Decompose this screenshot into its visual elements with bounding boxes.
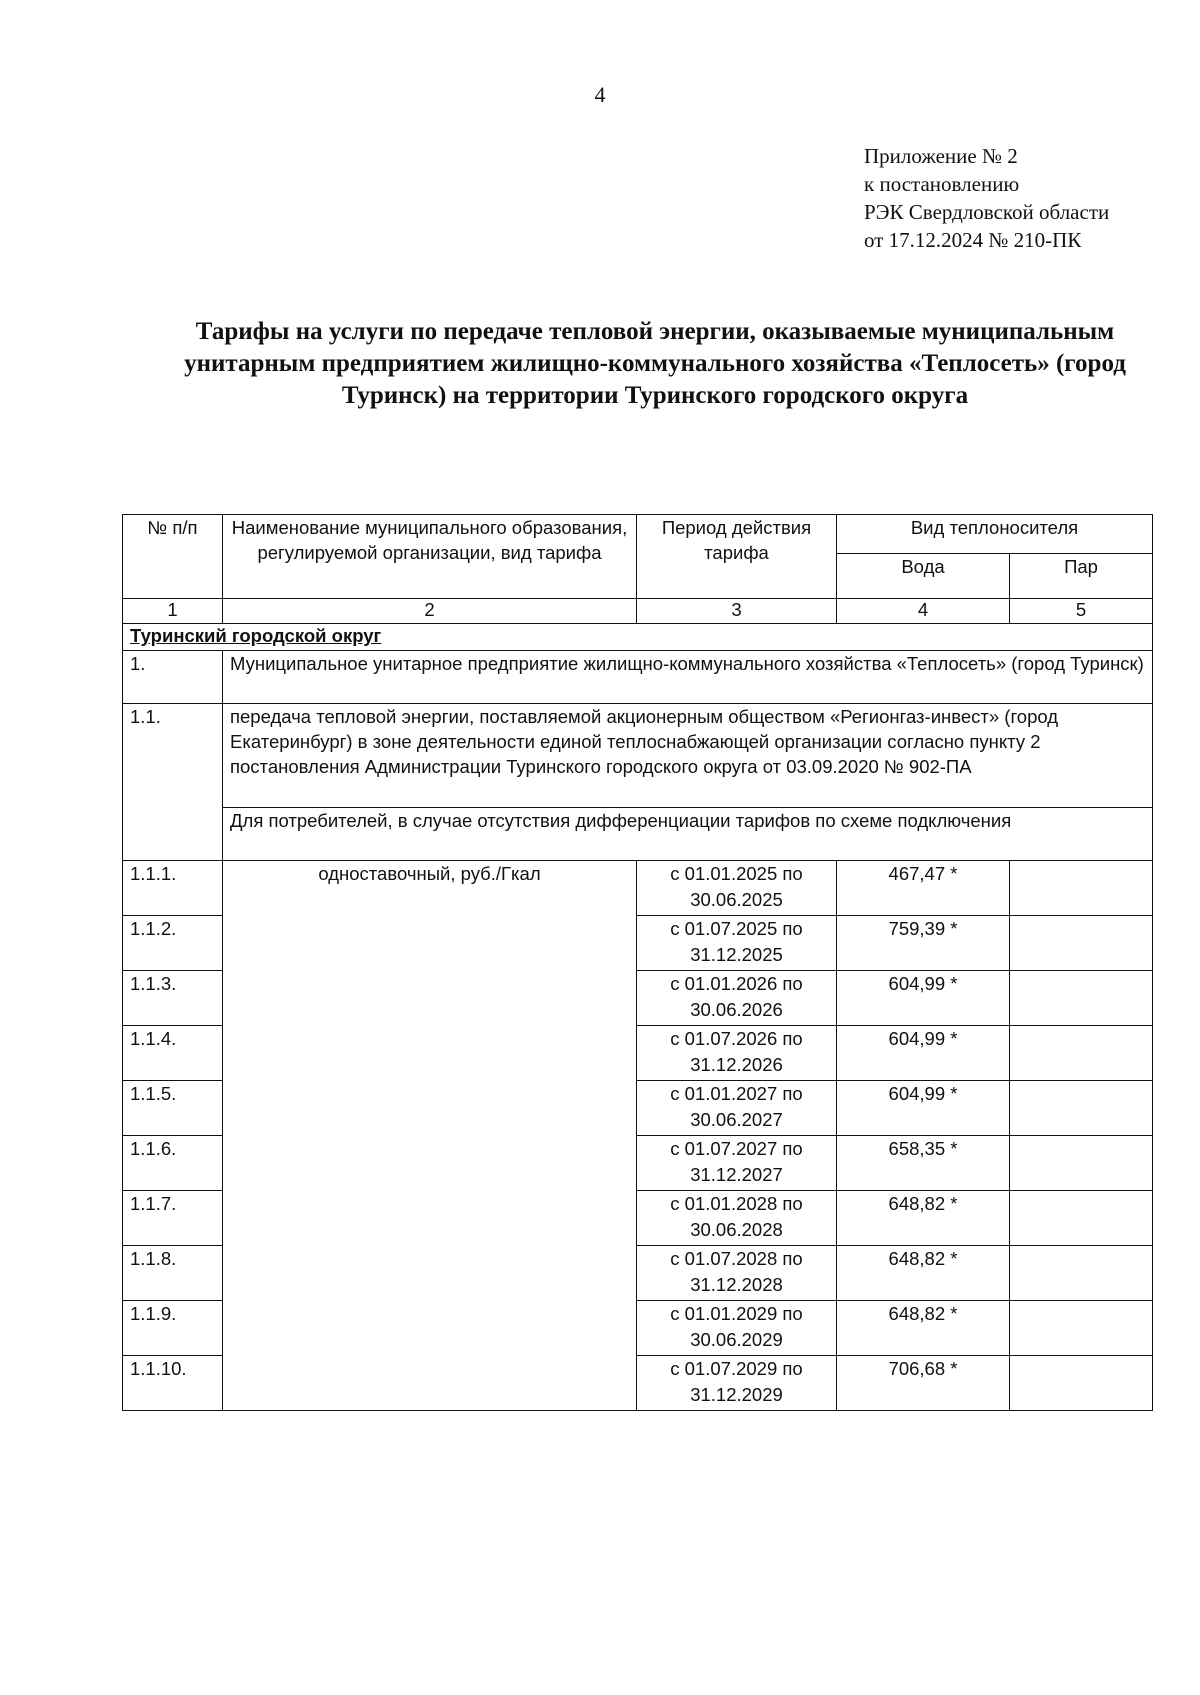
row-water-value: 648,82 * bbox=[837, 1301, 1010, 1356]
row-steam-value bbox=[1010, 861, 1153, 916]
appendix-line: к постановлению bbox=[864, 172, 1020, 196]
appendix-block bbox=[864, 142, 1109, 254]
row-period: с 01.01.2025 по 30.06.2025 bbox=[637, 861, 837, 916]
organization-name: Муниципальное унитарное предприятие жилищно-коммунального хозяйства «Теплосеть» (город Туринск) bbox=[223, 651, 1153, 704]
row-num: 1.1.9. bbox=[123, 1301, 223, 1356]
row-water-value: 467,47 * bbox=[837, 861, 1010, 916]
row-steam-value bbox=[1010, 1301, 1153, 1356]
row-water-value: 648,82 * bbox=[837, 1246, 1010, 1301]
row-steam-value bbox=[1010, 916, 1153, 971]
row-num: 1.1.7. bbox=[123, 1191, 223, 1246]
organization-row bbox=[123, 651, 1153, 704]
row-steam-value bbox=[1010, 1356, 1153, 1411]
tariff-name: одноставочный, руб./Гкал bbox=[223, 861, 637, 1411]
row-period: с 01.07.2028 по 31.12.2028 bbox=[637, 1246, 837, 1301]
row-steam-value bbox=[1010, 1026, 1153, 1081]
column-number: 1 bbox=[123, 599, 223, 624]
appendix-line: Приложение № 2 bbox=[864, 144, 1018, 168]
row-period: с 01.07.2029 по 31.12.2029 bbox=[637, 1356, 837, 1411]
row-period: с 01.07.2025 по 31.12.2025 bbox=[637, 916, 837, 971]
row-num: 1.1.2. bbox=[123, 916, 223, 971]
row-steam-value bbox=[1010, 971, 1153, 1026]
row-num: 1.1.10. bbox=[123, 1356, 223, 1411]
header-row bbox=[123, 515, 1153, 554]
page-number: 4 bbox=[594, 82, 606, 107]
region-cell bbox=[123, 624, 1153, 651]
header-carrier: Вид теплоносителя bbox=[837, 515, 1153, 554]
column-number: 2 bbox=[223, 599, 637, 624]
column-number: 5 bbox=[1010, 599, 1153, 624]
row-water-value: 706,68 * bbox=[837, 1356, 1010, 1411]
tariff-row bbox=[123, 861, 1153, 916]
row-num: 1.1.6. bbox=[123, 1136, 223, 1191]
row-period: с 01.01.2027 по 30.06.2027 bbox=[637, 1081, 837, 1136]
header-name: Наименование муниципального образования, регулируемой организации, вид тарифа bbox=[223, 515, 637, 599]
row-period: с 01.01.2028 по 30.06.2028 bbox=[637, 1191, 837, 1246]
row-steam-value bbox=[1010, 1246, 1153, 1301]
tariff-table bbox=[122, 514, 1153, 1411]
row-water-value: 604,99 * bbox=[837, 971, 1010, 1026]
row-water-value: 759,39 * bbox=[837, 916, 1010, 971]
column-number: 4 bbox=[837, 599, 1010, 624]
document-title: Тарифы на услуги по передаче тепловой энергии, оказываемые муниципальным унитарным предприятием жилищно-коммунального хозяйства «Теплосеть» (город Туринск) на территории Туринского городского округа bbox=[184, 318, 1126, 409]
consumers-description: Для потребителей, в случае отсутствия дифференциации тарифов по схеме подключения bbox=[223, 808, 1153, 861]
service-description: передача тепловой энергии, поставляемой акционерным обществом «Регионгаз-инвест» (город Екатеринбург) в зоне деятельности единой теплоснабжающей организации согласно пункту 2 постановления Администрации Туринского городского округа от 03.09.2020 № 902-ПА bbox=[223, 704, 1153, 808]
row-steam-value bbox=[1010, 1081, 1153, 1136]
row-water-value: 648,82 * bbox=[837, 1191, 1010, 1246]
row-period: с 01.07.2026 по 31.12.2026 bbox=[637, 1026, 837, 1081]
service-row bbox=[123, 704, 1153, 808]
appendix-line: от 17.12.2024 № 210-ПК bbox=[864, 228, 1082, 252]
row-steam-value bbox=[1010, 1136, 1153, 1191]
row-num: 1.1.8. bbox=[123, 1246, 223, 1301]
region-row bbox=[123, 624, 1153, 651]
row-num: 1.1.3. bbox=[123, 971, 223, 1026]
row-num: 1.1.5. bbox=[123, 1081, 223, 1136]
column-number: 3 bbox=[637, 599, 837, 624]
consumers-row bbox=[123, 808, 1153, 861]
row-water-value: 658,35 * bbox=[837, 1136, 1010, 1191]
header-water: Вода bbox=[837, 554, 1010, 599]
service-num: 1.1. bbox=[123, 704, 223, 861]
row-water-value: 604,99 * bbox=[837, 1081, 1010, 1136]
row-num: 1.1.1. bbox=[123, 861, 223, 916]
row-period: с 01.01.2029 по 30.06.2029 bbox=[637, 1301, 837, 1356]
region-label: Туринский городской округ bbox=[130, 625, 382, 646]
header-steam: Пар bbox=[1010, 554, 1153, 599]
column-number-row bbox=[123, 599, 1153, 624]
header-num: № п/п bbox=[123, 515, 223, 599]
row-num: 1.1.4. bbox=[123, 1026, 223, 1081]
organization-num: 1. bbox=[123, 651, 223, 704]
row-period: с 01.07.2027 по 31.12.2027 bbox=[637, 1136, 837, 1191]
row-water-value: 604,99 * bbox=[837, 1026, 1010, 1081]
row-period: с 01.01.2026 по 30.06.2026 bbox=[637, 971, 837, 1026]
row-steam-value bbox=[1010, 1191, 1153, 1246]
appendix-line: РЭК Свердловской области bbox=[864, 200, 1110, 224]
header-period: Период действия тарифа bbox=[637, 515, 837, 599]
